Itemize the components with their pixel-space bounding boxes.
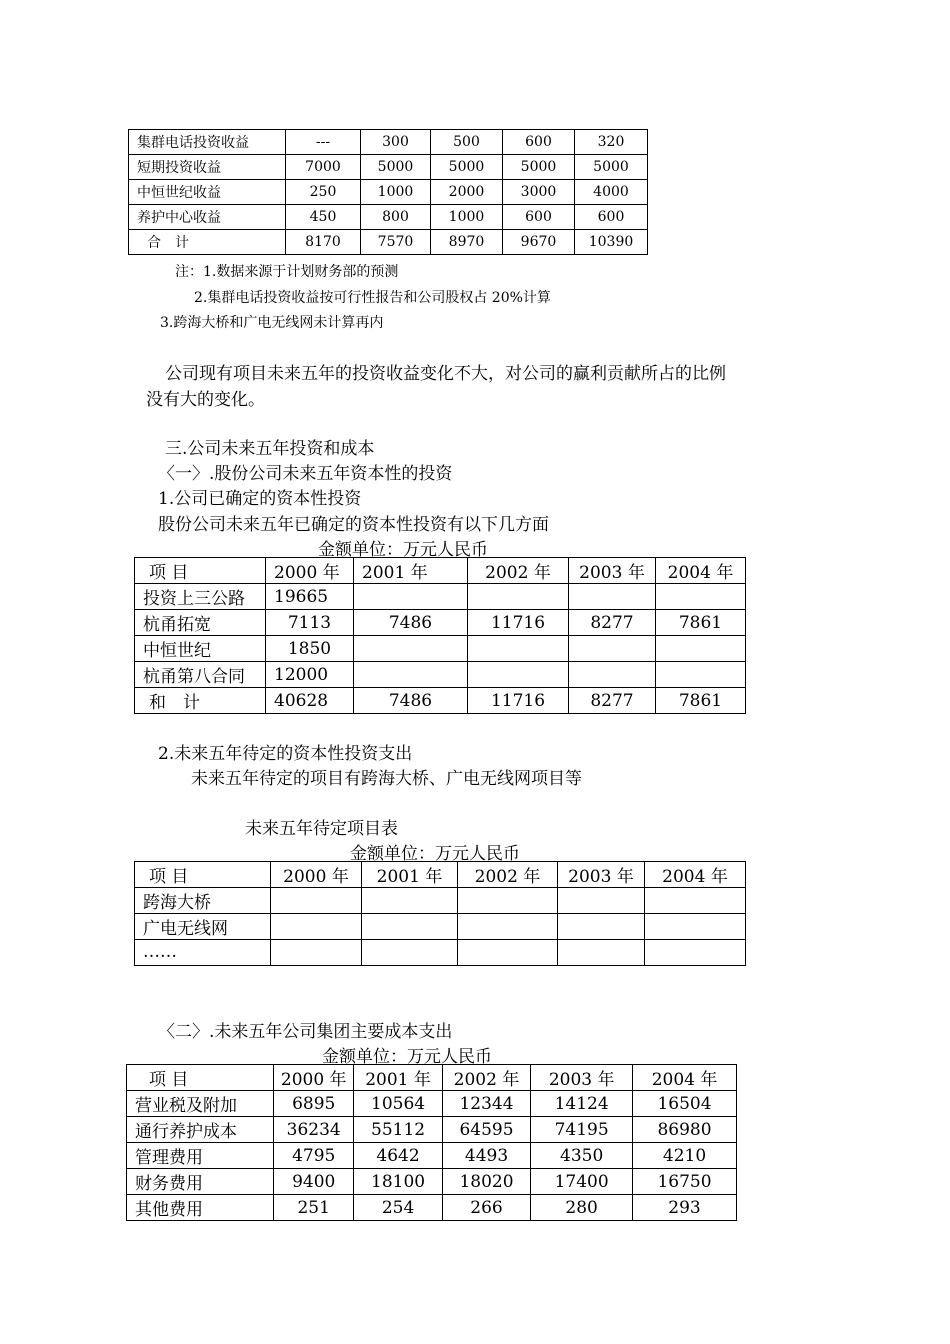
confirmed-investment-table	[134, 557, 746, 714]
note-line: 2.集群电话投资收益按可行性报告和公司股权占 20%计算	[194, 290, 551, 306]
item-title: 1.公司已确定的资本性投资	[158, 489, 362, 509]
cell: 18100	[354, 1169, 442, 1195]
subsection-title: 〈二〉.未来五年公司集团主要成本支出	[158, 1022, 453, 1042]
cell	[656, 584, 746, 610]
column-header: 2004 年	[633, 1065, 737, 1091]
row-label: ……	[135, 940, 271, 966]
row-label: 短期投资收益	[129, 155, 286, 180]
cell: 4493	[442, 1143, 530, 1169]
table-row	[135, 688, 746, 714]
cell: 9670	[503, 230, 575, 255]
cell	[468, 636, 569, 662]
cell	[569, 636, 656, 662]
table-row	[127, 1143, 737, 1169]
note-line: 3.跨海大桥和广电无线网未计算再内	[160, 315, 384, 331]
cell	[569, 662, 656, 688]
row-label: 养护中心收益	[129, 205, 286, 230]
note-line: 注：1.数据来源于计划财务部的预测	[175, 264, 399, 280]
cell: 4642	[354, 1143, 442, 1169]
cell	[458, 914, 558, 940]
cell: 7113	[266, 610, 354, 636]
unit-label: 金额单位：万元人民币	[322, 1047, 492, 1067]
item-title: 2.未来五年待定的资本性投资支出	[158, 744, 413, 764]
table-row	[135, 914, 746, 940]
table-row	[135, 888, 746, 914]
cell: 5000	[361, 155, 431, 180]
row-label: 合 计	[129, 230, 286, 255]
cell: 293	[633, 1195, 737, 1221]
item-description: 未来五年待定的项目有跨海大桥、广电无线网项目等	[191, 769, 582, 789]
paragraph-line: 没有大的变化。	[146, 390, 265, 410]
row-label: 中恒世纪	[135, 636, 266, 662]
cell: 40628	[266, 688, 354, 714]
cell: 800	[361, 205, 431, 230]
table-header-row	[135, 558, 746, 584]
column-header: 项 目	[127, 1065, 274, 1091]
table-row	[129, 130, 648, 155]
cell	[569, 584, 656, 610]
column-header: 2001 年	[354, 558, 468, 584]
row-label: 中恒世纪收益	[129, 180, 286, 205]
cell: 9400	[274, 1169, 354, 1195]
pending-projects-table	[134, 861, 746, 966]
cell	[645, 914, 746, 940]
cell: 36234	[274, 1117, 354, 1143]
cell	[656, 636, 746, 662]
column-header: 2000 年	[271, 862, 362, 888]
cell: 10390	[575, 230, 648, 255]
row-label: 跨海大桥	[135, 888, 271, 914]
cell: 8970	[431, 230, 503, 255]
column-header: 项 目	[135, 558, 266, 584]
column-header: 2003 年	[558, 862, 645, 888]
table-row	[135, 584, 746, 610]
cell: 500	[431, 130, 503, 155]
column-header: 2004 年	[656, 558, 746, 584]
cell: 254	[354, 1195, 442, 1221]
cell	[354, 662, 468, 688]
row-label: 其他费用	[127, 1195, 274, 1221]
major-costs-table	[126, 1064, 737, 1221]
table-row	[127, 1195, 737, 1221]
section-title: 三.公司未来五年投资和成本	[165, 439, 375, 459]
cell: 4350	[531, 1143, 633, 1169]
cell: 600	[503, 130, 575, 155]
column-header: 2002 年	[442, 1065, 530, 1091]
cell: 11716	[468, 688, 569, 714]
row-label: 杭甬拓宽	[135, 610, 266, 636]
table-row	[129, 180, 648, 205]
row-label: 投资上三公路	[135, 584, 266, 610]
cell: 1850	[266, 636, 354, 662]
column-header: 2003 年	[569, 558, 656, 584]
cell: 64595	[442, 1117, 530, 1143]
cell: 4000	[575, 180, 648, 205]
cell: 11716	[468, 610, 569, 636]
row-label: 管理费用	[127, 1143, 274, 1169]
column-header: 2001 年	[362, 862, 458, 888]
row-label: 通行养护成本	[127, 1117, 274, 1143]
table-row	[135, 940, 746, 966]
cell	[558, 940, 645, 966]
cell: 266	[442, 1195, 530, 1221]
cell	[271, 888, 362, 914]
subsection-title: 〈一〉.股份公司未来五年资本性的投资	[158, 464, 453, 484]
cell: 5000	[503, 155, 575, 180]
cell: 14124	[531, 1091, 633, 1117]
cell	[645, 940, 746, 966]
cell	[468, 662, 569, 688]
cell: 2000	[431, 180, 503, 205]
table-row	[135, 662, 746, 688]
cell: 3000	[503, 180, 575, 205]
cell: 7000	[286, 155, 361, 180]
cell	[558, 888, 645, 914]
table-row	[129, 155, 648, 180]
cell: 320	[575, 130, 648, 155]
cell: 74195	[531, 1117, 633, 1143]
column-header: 2002 年	[458, 862, 558, 888]
table-header-row	[135, 862, 746, 888]
cell: 16750	[633, 1169, 737, 1195]
row-label: 营业税及附加	[127, 1091, 274, 1117]
cell: 1000	[431, 205, 503, 230]
cell	[362, 914, 458, 940]
unit-label: 金额单位：万元人民币	[350, 844, 520, 864]
cell: 600	[575, 205, 648, 230]
cell: 250	[286, 180, 361, 205]
cell: 450	[286, 205, 361, 230]
investment-income-table	[128, 129, 648, 255]
cell: 4795	[274, 1143, 354, 1169]
cell: 7486	[354, 610, 468, 636]
cell	[354, 584, 468, 610]
row-label: 杭甬第八合同	[135, 662, 266, 688]
table-row	[135, 636, 746, 662]
column-header: 2004 年	[645, 862, 746, 888]
cell	[645, 888, 746, 914]
table-header-row	[127, 1065, 737, 1091]
row-label: 集群电话投资收益	[129, 130, 286, 155]
cell: 7861	[656, 610, 746, 636]
cell	[468, 584, 569, 610]
row-label: 和 计	[135, 688, 266, 714]
column-header: 2001 年	[354, 1065, 442, 1091]
cell: 86980	[633, 1117, 737, 1143]
table-row	[127, 1169, 737, 1195]
unit-label: 金额单位：万元人民币	[318, 540, 488, 560]
cell: 5000	[431, 155, 503, 180]
cell: 1000	[361, 180, 431, 205]
cell: 8170	[286, 230, 361, 255]
column-header: 项 目	[135, 862, 271, 888]
table-row	[129, 230, 648, 255]
table-row	[135, 610, 746, 636]
column-header: 2003 年	[531, 1065, 633, 1091]
cell: 16504	[633, 1091, 737, 1117]
cell: 300	[361, 130, 431, 155]
row-label: 广电无线网	[135, 914, 271, 940]
cell: 18020	[442, 1169, 530, 1195]
column-header: 2000 年	[266, 558, 354, 584]
table-title: 未来五年待定项目表	[245, 819, 398, 839]
table-row	[127, 1117, 737, 1143]
cell: 6895	[274, 1091, 354, 1117]
column-header: 2002 年	[468, 558, 569, 584]
cell	[271, 940, 362, 966]
cell: 8277	[569, 688, 656, 714]
cell	[362, 888, 458, 914]
row-label: 财务费用	[127, 1169, 274, 1195]
cell	[458, 940, 558, 966]
cell: 280	[531, 1195, 633, 1221]
cell	[271, 914, 362, 940]
cell: 12000	[266, 662, 354, 688]
cell: 12344	[442, 1091, 530, 1117]
paragraph-line: 公司现有项目未来五年的投资收益变化不大，对公司的赢利贡献所占的比例	[165, 364, 726, 384]
column-header: 2000 年	[274, 1065, 354, 1091]
cell: 19665	[266, 584, 354, 610]
cell	[558, 914, 645, 940]
table-row	[127, 1091, 737, 1117]
cell: 600	[503, 205, 575, 230]
cell	[354, 636, 468, 662]
cell: 55112	[354, 1117, 442, 1143]
cell: 5000	[575, 155, 648, 180]
item-description: 股份公司未来五年已确定的资本性投资有以下几方面	[158, 515, 549, 535]
cell: 4210	[633, 1143, 737, 1169]
table-row	[129, 205, 648, 230]
cell	[458, 888, 558, 914]
cell	[656, 662, 746, 688]
cell	[362, 940, 458, 966]
cell: 8277	[569, 610, 656, 636]
cell: 10564	[354, 1091, 442, 1117]
cell: 7861	[656, 688, 746, 714]
cell: 251	[274, 1195, 354, 1221]
cell: 7486	[354, 688, 468, 714]
cell: ---	[286, 130, 361, 155]
cell: 7570	[361, 230, 431, 255]
cell: 17400	[531, 1169, 633, 1195]
